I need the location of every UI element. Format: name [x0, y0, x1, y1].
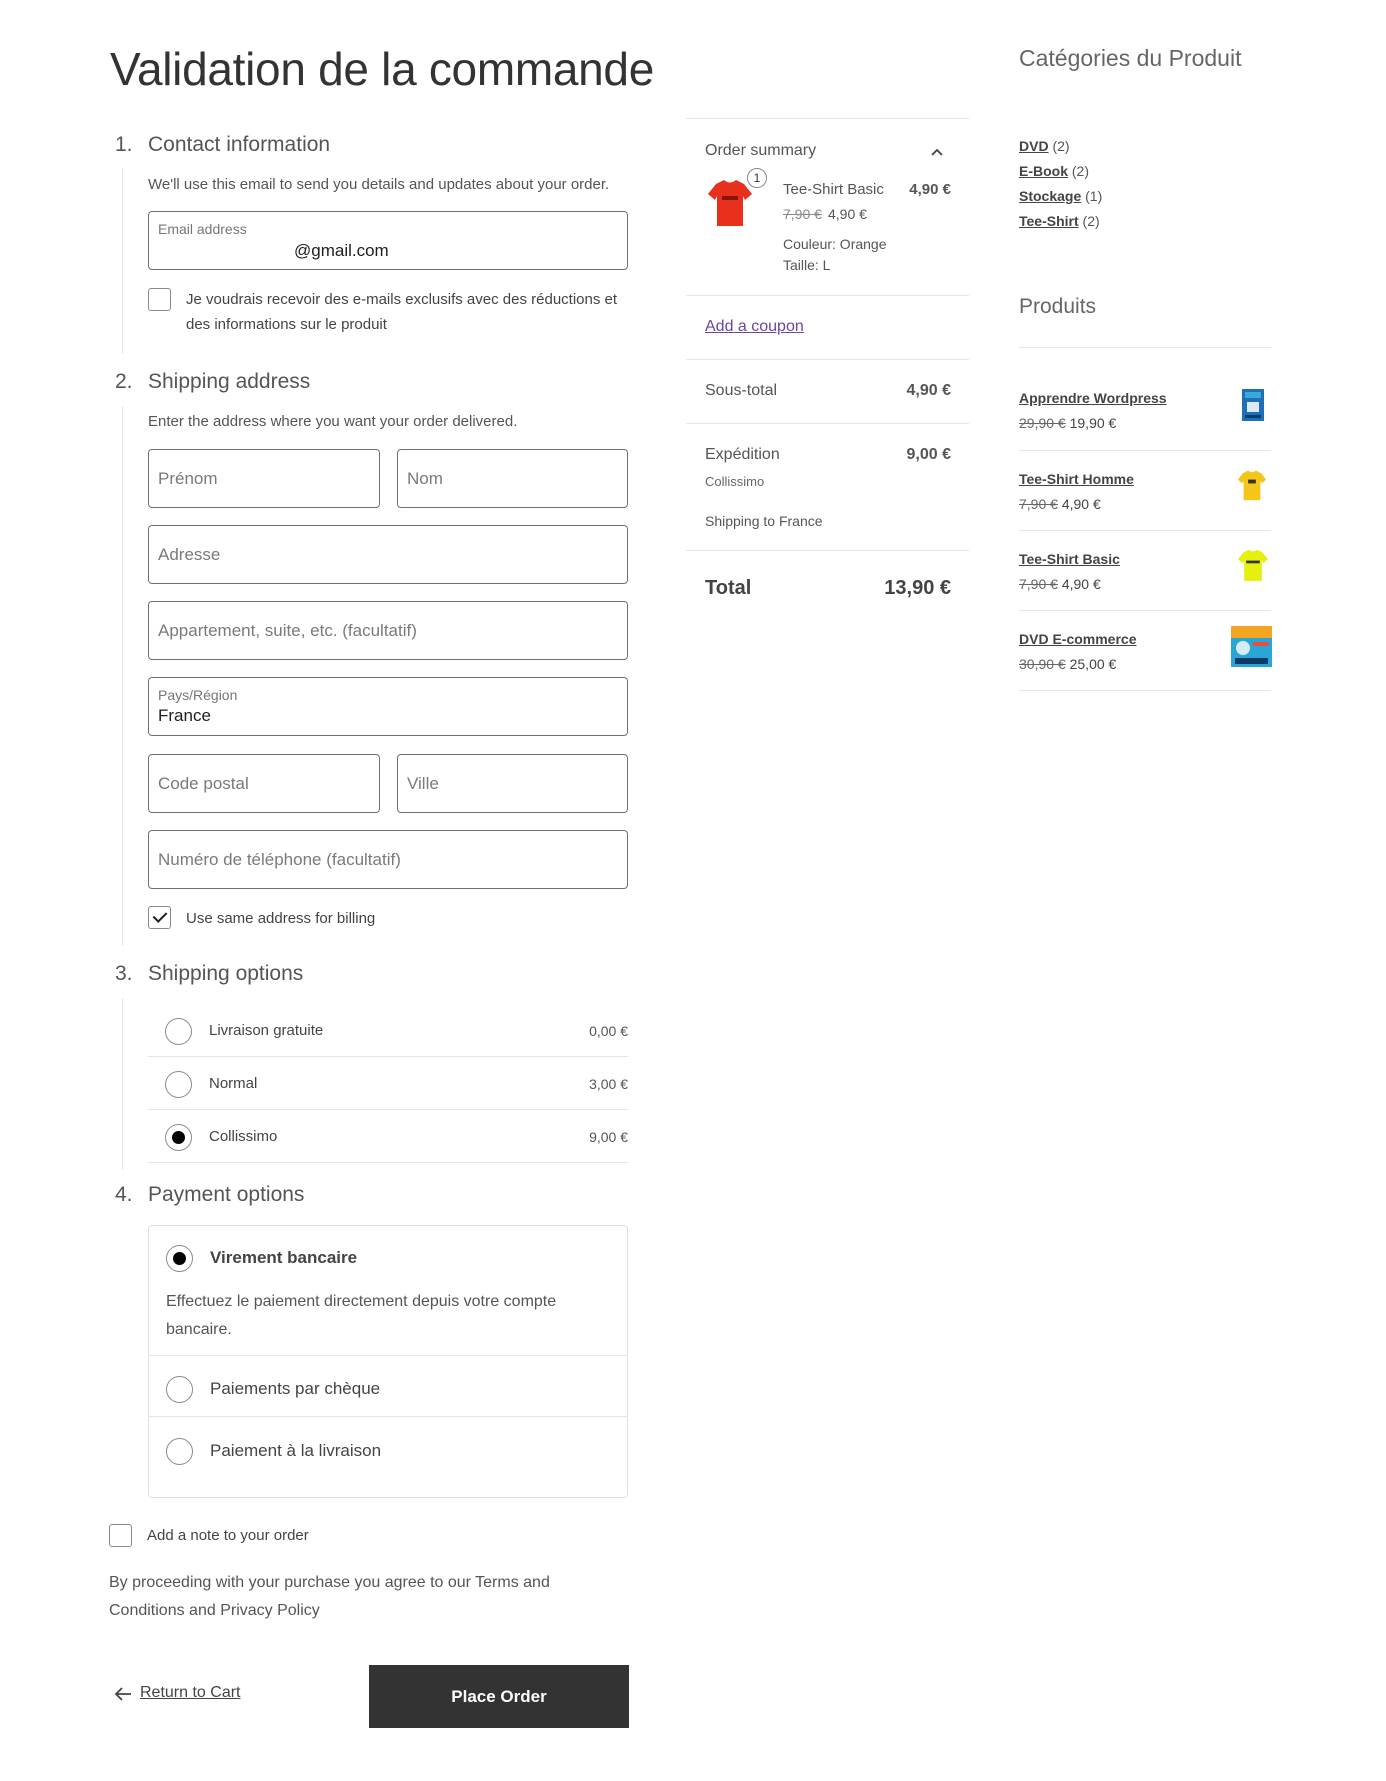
address-placeholder: Adresse [158, 545, 221, 564]
shipping-option-price: 9,00 € [589, 1129, 628, 1145]
product-thumbnail-ebook[interactable] [1240, 388, 1266, 422]
step-connector-line [122, 168, 123, 354]
product-old-price: 30,90 € [1019, 656, 1066, 672]
email-field-label: Email address [158, 221, 247, 237]
divider [1019, 347, 1271, 348]
product-price [1019, 656, 1116, 672]
shipping-description: Enter the address where you want your order delivered. [148, 413, 518, 430]
newsletter-label: Je voudrais recevoir des e-mails exclusifs avec des réductions et des informations sur le produit [186, 291, 618, 333]
shipping-value: 9,00 € [906, 446, 951, 463]
quantity-badge: 1 [747, 168, 767, 188]
divider [686, 118, 969, 119]
last-name-field[interactable] [397, 449, 628, 508]
product-old-price: 7,90 € [1019, 576, 1058, 592]
step-title-shipping: Shipping address [148, 370, 311, 393]
first-name-field[interactable] [148, 449, 380, 508]
shipping-radio-collissimo[interactable] [165, 1124, 192, 1151]
payment-options-box [148, 1225, 628, 1498]
product-price [1019, 415, 1116, 431]
same-billing-checkbox[interactable] [148, 906, 171, 929]
shipping-label: Expédition [705, 446, 780, 463]
step-title-contact: Contact information [148, 133, 331, 156]
step-number-contact: 1. [115, 133, 133, 156]
category-item-ebook [1019, 163, 1089, 179]
category-count: (2) [1052, 138, 1070, 154]
add-coupon-link[interactable]: Add a coupon [705, 318, 804, 335]
payment-bank-transfer-description: Effectuez le paiement directement depuis votre compte bancaire. [166, 1293, 557, 1338]
page-title: Validation de la commande [110, 43, 654, 95]
apartment-placeholder: Appartement, suite, etc. (facultatif) [158, 621, 417, 640]
return-to-cart-link[interactable]: Return to Cart [140, 1684, 241, 1701]
product-price [1019, 576, 1101, 592]
step-connector-line [122, 998, 123, 1170]
payment-option-label-bank-transfer[interactable]: Virement bancaire [210, 1248, 358, 1267]
payment-radio-cheque[interactable] [166, 1376, 193, 1403]
payment-option-label-cod[interactable]: Paiement à la livraison [210, 1441, 382, 1460]
contact-description: We'll use this email to send you details and updates about your order. [148, 176, 610, 193]
shipping-method: Collissimo [705, 474, 765, 489]
city-placeholder: Ville [407, 774, 439, 793]
total-value: 13,90 € [884, 577, 951, 599]
postcode-field[interactable] [148, 754, 380, 813]
category-count: (2) [1071, 163, 1090, 179]
category-link[interactable]: E-Book [1019, 163, 1068, 179]
product-old-price: 29,90 € [1019, 415, 1066, 431]
summary-item-old-price: 7,90 € [783, 206, 822, 222]
step-number-shipping: 2. [115, 370, 133, 393]
divider [686, 295, 969, 296]
postcode-placeholder: Code postal [158, 774, 249, 793]
order-note-checkbox[interactable] [109, 1524, 132, 1547]
last-name-placeholder: Nom [407, 469, 443, 488]
step-number-payment: 4. [115, 1183, 133, 1206]
divider [149, 1355, 627, 1356]
product-link[interactable]: Tee-Shirt Basic [1019, 551, 1120, 567]
divider [686, 423, 969, 424]
subtotal-label: Sous-total [705, 382, 778, 399]
categories-heading: Catégories du Produit [1019, 45, 1242, 71]
product-sale-price: 4,90 € [1061, 576, 1101, 592]
total-label: Total [705, 577, 752, 599]
product-thumbnail-tshirt-yellow[interactable] [1234, 468, 1270, 504]
phone-field[interactable] [148, 830, 628, 889]
country-value: France [158, 706, 211, 725]
email-field-value: @gmail.com [294, 241, 389, 260]
category-item-stockage [1019, 188, 1102, 204]
payment-radio-bank-transfer[interactable] [166, 1245, 193, 1272]
shipping-option-price: 3,00 € [589, 1076, 628, 1092]
product-price [1019, 496, 1101, 512]
payment-option-label-cheque[interactable]: Paiements par chèque [210, 1379, 381, 1398]
shipping-option-collissimo[interactable] [148, 1110, 628, 1163]
category-count: (2) [1082, 213, 1100, 229]
shipping-option-label: Livraison gratuite [209, 1022, 324, 1039]
shipping-option-price: 0,00 € [589, 1023, 628, 1039]
country-label: Pays/Région [158, 687, 238, 703]
category-item-dvd [1019, 138, 1070, 154]
product-sale-price: 25,00 € [1069, 656, 1117, 672]
divider [1019, 690, 1271, 691]
summary-item-size: Taille: L [783, 257, 831, 273]
summary-item-price: 4,90 € [828, 206, 867, 222]
divider [686, 359, 969, 360]
shipping-option-free[interactable] [148, 1004, 628, 1057]
address-field[interactable] [148, 525, 628, 584]
divider [149, 1416, 627, 1417]
terms-text: By proceeding with your purchase you agree to our Terms and Conditions and Privacy Policy [109, 1574, 550, 1619]
product-old-price: 7,90 € [1019, 496, 1058, 512]
summary-item-line-total: 4,90 € [909, 181, 951, 198]
first-name-placeholder: Prénom [158, 469, 218, 488]
newsletter-checkbox[interactable] [148, 288, 171, 311]
place-order-button[interactable]: Place Order [369, 1665, 629, 1728]
city-field[interactable] [397, 754, 628, 813]
payment-radio-cod[interactable] [166, 1438, 193, 1465]
divider [1019, 610, 1271, 611]
category-count: (1) [1085, 188, 1103, 204]
product-thumbnail-tshirt-lime[interactable] [1234, 547, 1272, 585]
same-billing-label: Use same address for billing [186, 910, 376, 927]
phone-placeholder: Numéro de téléphone (facultatif) [158, 850, 401, 869]
divider [686, 550, 969, 551]
email-field[interactable] [148, 211, 628, 270]
step-title-shipping-options: Shipping options [148, 962, 304, 985]
product-link[interactable]: Tee-Shirt Homme [1019, 471, 1134, 487]
product-thumbnail-dvd[interactable] [1231, 626, 1272, 667]
category-link[interactable]: Tee-Shirt [1019, 213, 1079, 229]
shipping-option-label: Normal [209, 1075, 258, 1092]
order-summary-title: Order summary [705, 142, 817, 159]
product-link[interactable]: DVD E-commerce [1019, 631, 1137, 647]
chevron-up-icon[interactable] [929, 145, 945, 157]
product-link[interactable]: Apprendre Wordpress [1019, 390, 1167, 406]
shipping-radio-free[interactable] [165, 1018, 192, 1045]
summary-item-color: Couleur: Orange [783, 236, 887, 252]
summary-item-name: Tee-Shirt Basic [783, 181, 884, 198]
category-link[interactable]: Stockage [1019, 188, 1082, 204]
category-item-teeshirt [1019, 213, 1100, 229]
product-sale-price: 4,90 € [1061, 496, 1101, 512]
products-heading: Produits [1019, 295, 1097, 318]
divider [1019, 450, 1271, 451]
country-select[interactable] [148, 677, 628, 736]
step-connector-line [122, 406, 123, 946]
shipping-option-label: Collissimo [209, 1128, 278, 1145]
arrow-left-icon[interactable] [112, 1683, 134, 1705]
order-note-label: Add a note to your order [147, 1527, 309, 1544]
shipping-radio-normal[interactable] [165, 1071, 192, 1098]
subtotal-value: 4,90 € [906, 382, 951, 399]
step-title-payment: Payment options [148, 1183, 305, 1206]
shipping-option-normal[interactable] [148, 1057, 628, 1110]
category-link[interactable]: DVD [1019, 138, 1049, 154]
divider [1019, 530, 1271, 531]
step-number-shipping-options: 3. [115, 962, 133, 985]
apartment-field[interactable] [148, 601, 628, 660]
product-sale-price: 19,90 € [1069, 415, 1117, 431]
shipping-destination: Shipping to France [705, 513, 823, 529]
